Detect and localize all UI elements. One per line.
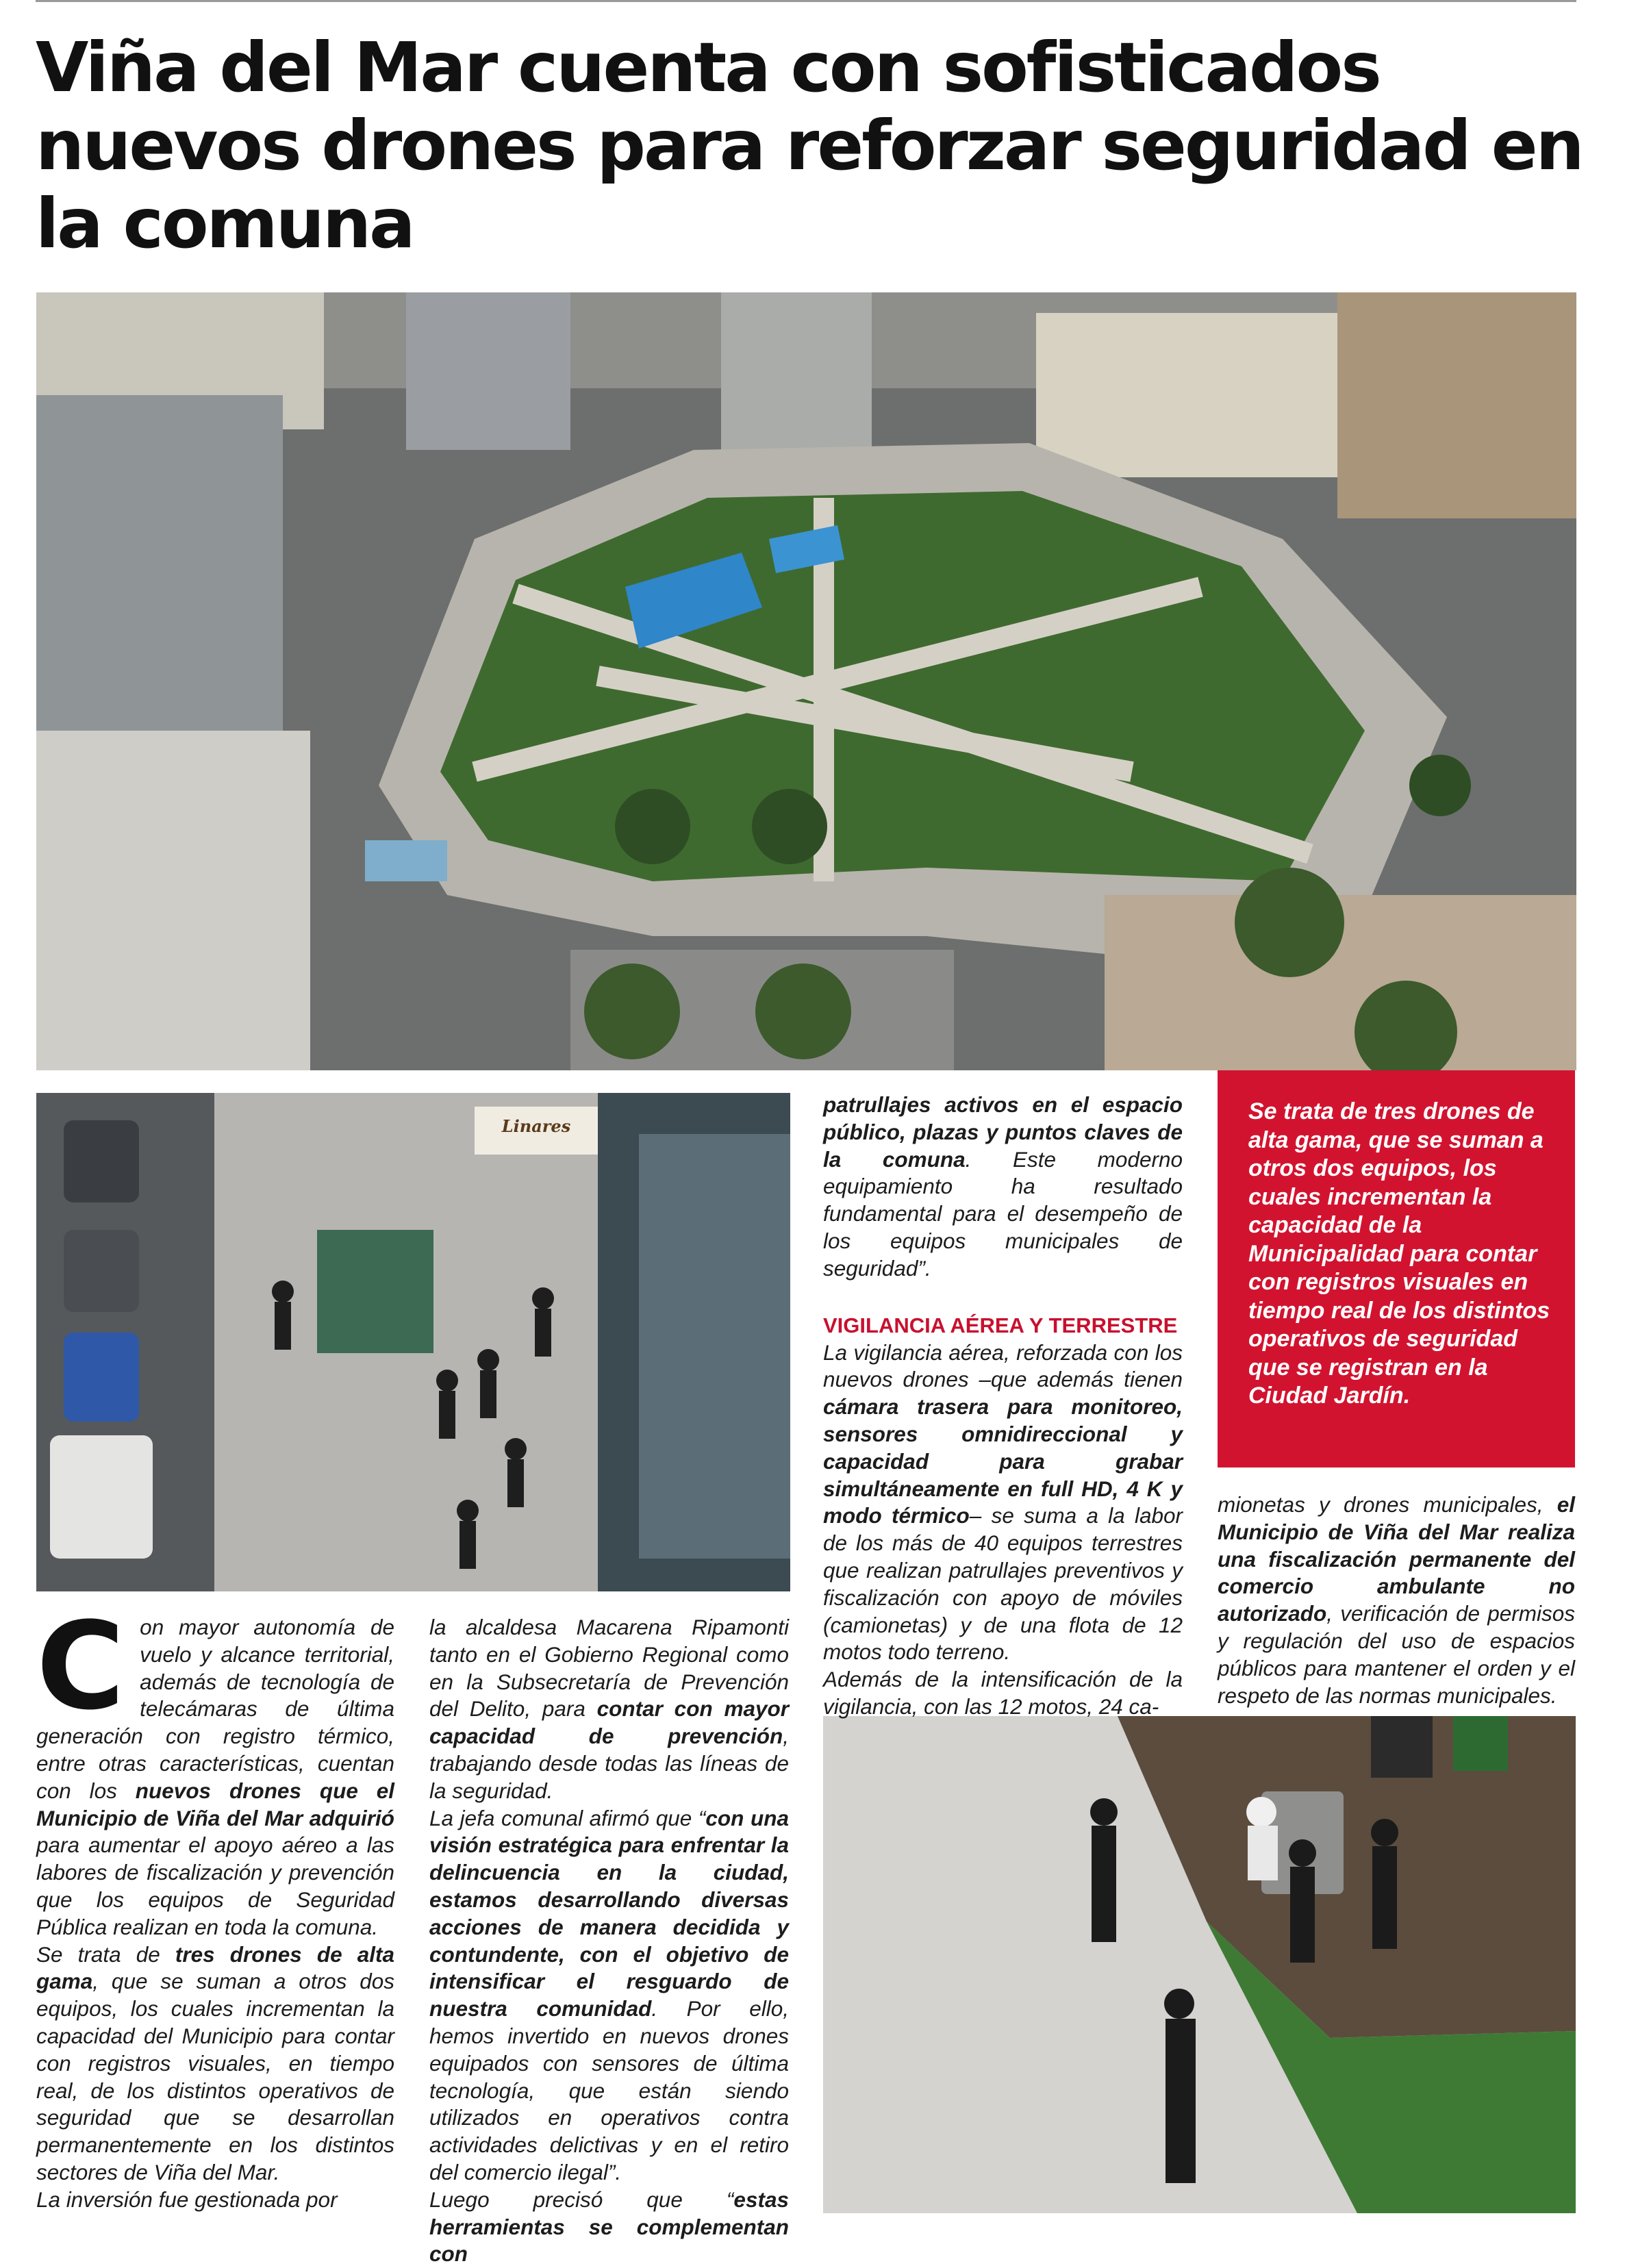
- paragraph: patrullajes activos en el espacio público, plazas y puntos claves de la comuna. Este moderno equipamiento ha resultado fundamental para el desempeño de los equipos municipales de seguridad”.: [823, 1092, 1183, 1281]
- column-1: [36, 1596, 394, 2214]
- drop-cap: C: [36, 1596, 125, 1737]
- paragraph: Además de la intensificación de la vigilancia, con las 12 motos, 24 ca-: [823, 1667, 1183, 1719]
- callout-box: [1218, 1070, 1575, 1467]
- paragraph: La inversión fue gestionada por: [36, 2187, 338, 2212]
- column-2: [429, 1614, 789, 2268]
- paragraph: la alcaldesa Macarena Ripamonti tanto en el Gobierno Regional como en la Subsecretaría de Prevención del Delito, para contar con mayor capacidad de prevención, trabajando desde todas las líneas de la seguridad.: [429, 1615, 789, 1803]
- shop-sign: Linares: [501, 1116, 571, 1136]
- paragraph: La jefa comunal afirmó que “con una visión estratégica para enfrentar la delincuencia en la ciudad, estamos desarrollando diversas acciones de manera decidida y contundente, con el objetivo de intensificar el resguardo de nuestra comunidad. Por ello, hemos invertido en nuevos drones equipados con sensores de última tecnología, que están siendo utilizados en operativos contra actividades delictivas y en el retiro del comercio ilegal”.: [429, 1805, 789, 2184]
- paragraph: mionetas y drones municipales, el Municipio de Viña del Mar realiza una fiscalización permanente del comercio ambulante no autorizado, verificación de permisos y regulación del uso de espacios públicos para mantener el orden y el respeto de las normas municipales.: [1218, 1492, 1575, 1708]
- column-4: [1218, 1491, 1575, 1709]
- callout-text: Se trata de tres drones de alta gama, que se suman a otros dos equipos, los cuales incrementan la capacidad de la Municipalidad para contar con registros visuales en tiempo real de los distintos operativos de seguridad que se registran en la Ciudad Jardín.: [1248, 1098, 1550, 1409]
- paragraph: Luego precisó que “estas herramientas se complementan con: [429, 2187, 789, 2267]
- top-rule: [36, 0, 1576, 2]
- section-subhead: VIGILANCIA AÉREA Y TERRESTRE: [823, 1313, 1178, 1337]
- page-headline: Viña del Mar cuenta con sofisticados nuevos drones para reforzar seguridad en la comuna: [36, 27, 1583, 264]
- park-inspection-photo: [823, 1716, 1576, 2213]
- column-3: [823, 1092, 1183, 1721]
- aerial-plaza-photo: [36, 292, 1576, 1070]
- street-patrol-photo: [36, 1093, 790, 1591]
- paragraph: La vigilancia aérea, reforzada con los nuevos drones –que además tienen cámara trasera para monitoreo, sensores omnidireccional y capacidad para grabar simultáneamente en full HD, 4 K y modo térmico– se suma a la labor de los más de 40 equipos terrestres que realizan patrullajes preventivos y fiscalización con apoyo de móviles (camionetas) y de una flota de 12 motos todo terreno.: [823, 1339, 1183, 1665]
- paragraph: Se trata de tres drones de alta gama, que se suman a otros dos equipos, los cuales incrementan la capacidad del Municipio para contar con registros visuales, en tiempo real, de los distintos operativos de seguridad que se desarrollan permanentemente en los distintos sectores de Viña del Mar.: [36, 1941, 394, 2184]
- paragraph: on mayor autonomía de vuelo y alcance territorial, además de tecnología de telecámaras de última generación con registro térmico, entre otras características, cuentan con los nuevos drones que el Municipio de Viña del Mar adquirió para aumentar el apoyo aéreo a las labores de fiscalización y prevención que los equipos de Seguridad Pública realizan en toda la comuna.: [36, 1615, 394, 1939]
